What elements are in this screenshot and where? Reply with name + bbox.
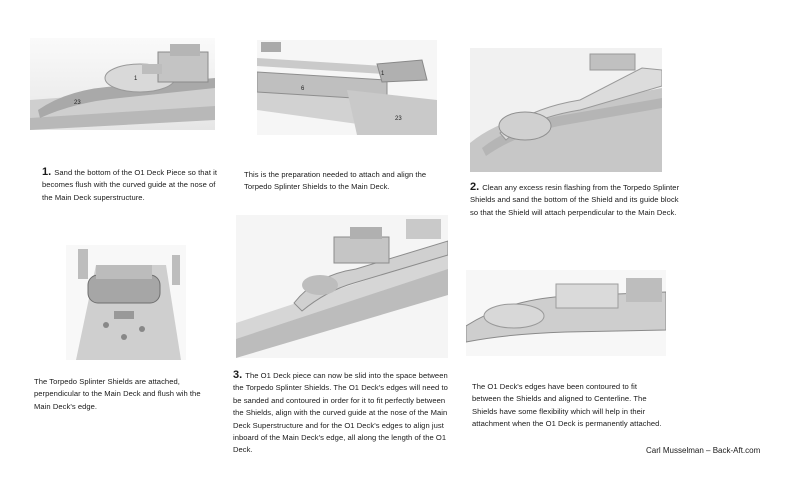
step-number: 3.: [233, 369, 243, 381]
photo-step-3: [236, 215, 448, 358]
photo-step-prep: [257, 40, 437, 135]
photo-step-1: [30, 38, 215, 130]
photo-label-23: 23: [395, 116, 402, 122]
caption-contoured: [472, 381, 668, 431]
photo-shields-attached: [66, 245, 186, 360]
photo-label-1: 1: [134, 76, 138, 82]
step-text: Sand the bottom of the O1 Deck Piece so that it becomes flush with the curved guide at the nose of the Main Deck superstructure.: [42, 168, 218, 202]
step-number: 1.: [42, 166, 52, 178]
step-text: The Torpedo Splinter Shields are attached, perpendicular to the Main Deck and flush wih the Main Deck's edge.: [34, 377, 201, 411]
step-text: Clean any excess resin flashing from the Torpedo Splinter Shields and sand the bottom of the Shield and its guide block so that the Shield will attach perpendicular to the Main Deck.: [470, 183, 680, 217]
photo-label-23: 23: [74, 100, 81, 106]
caption-shields-attached: [34, 376, 214, 413]
step-text: The O1 Deck piece can now be slid into the space between the Torpedo Splinter Shields. The O1 Deck's edges will need to be sanded and contoured in order for it to fit perfectly between the Shields, align with the curved guide at the nose of the Main Deck Superstructure and for the O1 Deck's edges to align just inboard of the Main Deck's edge, all along the length of the O1 Deck.: [233, 371, 448, 455]
caption-step-3: [233, 369, 448, 457]
author-credit: Carl Musselman – Back-Aft.com: [646, 446, 761, 455]
photo-label-1: 1: [381, 71, 385, 77]
caption-step-2: [470, 181, 680, 219]
photo-label-6: 6: [301, 86, 305, 92]
caption-prep: [244, 169, 442, 194]
step-number: 2.: [470, 181, 480, 193]
caption-step-1: [42, 166, 220, 204]
photo-step-2: [470, 48, 662, 172]
step-text: This is the preparation needed to attach and align the Torpedo Splinter Shields to the Main Deck.: [244, 170, 427, 192]
photo-contoured: [466, 270, 666, 356]
step-text: The O1 Deck's edges have been contoured to fit between the Shields and aligned to Centerline. The Shields have some flexibility which will help in their attachment when the O1 Deck is permanently attached.: [472, 382, 662, 429]
